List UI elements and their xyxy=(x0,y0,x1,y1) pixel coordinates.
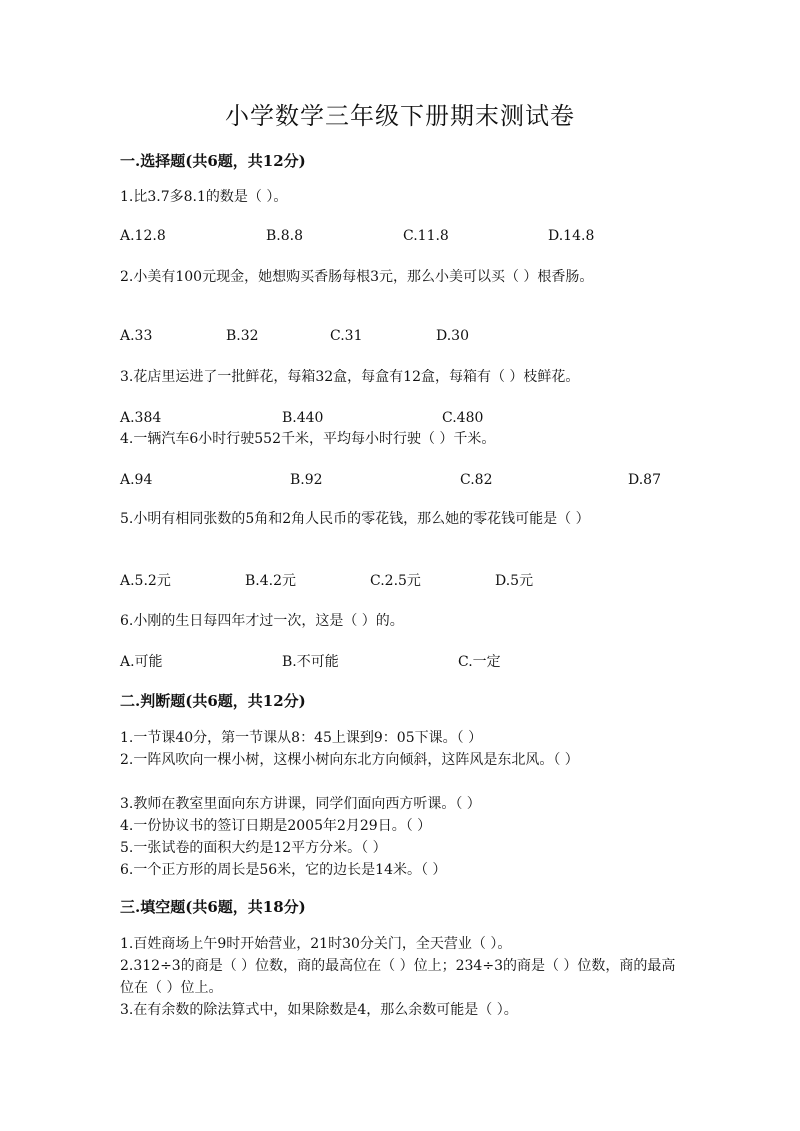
question-6-option-c: C.一定 xyxy=(458,654,501,670)
section2-heading: 二.判断题(共6题，共12分) xyxy=(120,692,306,710)
exam-title: 小学数学三年级下册期末测试卷 xyxy=(225,102,575,130)
question-2-option-d: D.30 xyxy=(436,328,469,344)
question-6-stem: 6.小刚的生日每四年才过一次，这是（ ）的。 xyxy=(120,613,404,629)
question-5-option-c: C.2.5元 xyxy=(370,573,421,589)
question-4-option-a: A.94 xyxy=(120,472,153,488)
question-1-option-b: B.8.8 xyxy=(266,228,304,244)
fill-item-1: 1.百姓商场上午9时开始营业，21时30分关门，全天营业（ ）。 xyxy=(120,936,512,952)
question-4-option-b: B.92 xyxy=(290,472,323,488)
judgement-item-3: 3.教师在教室里面向东方讲课，同学们面向西方听课。（ ） xyxy=(120,796,481,812)
fill-item-3: 3.在有余数的除法算式中，如果除数是4，那么余数可能是（ ）。 xyxy=(120,1002,518,1018)
question-2-option-b: B.32 xyxy=(226,328,259,344)
question-1-stem: 1.比3.7多8.1的数是（ ）。 xyxy=(120,189,288,205)
question-3-stem: 3.花店里运进了一批鲜花，每箱32盒，每盒有12盒，每箱有（ ）枝鲜花。 xyxy=(120,369,580,385)
judgement-item-6: 6.一个正方形的周长是56米，它的边长是14米。（ ） xyxy=(120,862,447,878)
judgement-item-5: 5.一张试卷的面积大约是12平方分米。（ ） xyxy=(120,840,387,856)
question-4-option-c: C.82 xyxy=(460,472,493,488)
question-6-option-b: B.不可能 xyxy=(282,654,339,670)
question-1-option-d: D.14.8 xyxy=(548,228,595,244)
question-6-option-a: A.可能 xyxy=(120,654,163,670)
section1-heading: 一.选择题(共6题，共12分) xyxy=(120,152,306,170)
question-2-stem: 2.小美有100元现金，她想购买香肠每根3元，那么小美可以买（ ）根香肠。 xyxy=(120,269,594,285)
question-1-option-a: A.12.8 xyxy=(120,228,166,244)
question-2-option-a: A.33 xyxy=(120,328,153,344)
question-4-stem: 4.一辆汽车6小时行驶552千米，平均每小时行驶（ ）千米。 xyxy=(120,431,496,447)
question-4-option-d: D.87 xyxy=(628,472,661,488)
question-3-option-c: C.480 xyxy=(442,410,484,426)
question-3-option-a: A.384 xyxy=(120,410,162,426)
question-3-option-b: B.440 xyxy=(282,410,324,426)
question-5-option-b: B.4.2元 xyxy=(245,573,297,589)
question-5-option-d: D.5元 xyxy=(495,573,534,589)
question-1-option-c: C.11.8 xyxy=(403,228,449,244)
fill-item-2: 2.312÷3的商是（ ）位数，商的最高位在（ ）位上；234÷3的商是（ ）位数，商的最高位在（ ）位上。 xyxy=(120,958,676,996)
section3-heading: 三.填空题(共6题，共18分) xyxy=(120,898,306,916)
judgement-item-1: 1.一节课40分，第一节课从8：45上课到9：05下课。（ ） xyxy=(120,730,483,746)
question-5-option-a: A.5.2元 xyxy=(120,573,171,589)
question-2-option-c: C.31 xyxy=(330,328,363,344)
judgement-item-4: 4.一份协议书的签订日期是2005年2月29日。（ ） xyxy=(120,818,432,834)
question-5-stem: 5.小明有相同张数的5角和2角人民币的零花钱，那么她的零花钱可能是（ ） xyxy=(120,511,590,527)
judgement-item-2: 2.一阵风吹向一棵小树，这棵小树向东北方向倾斜，这阵风是东北风。（ ） xyxy=(120,752,579,768)
